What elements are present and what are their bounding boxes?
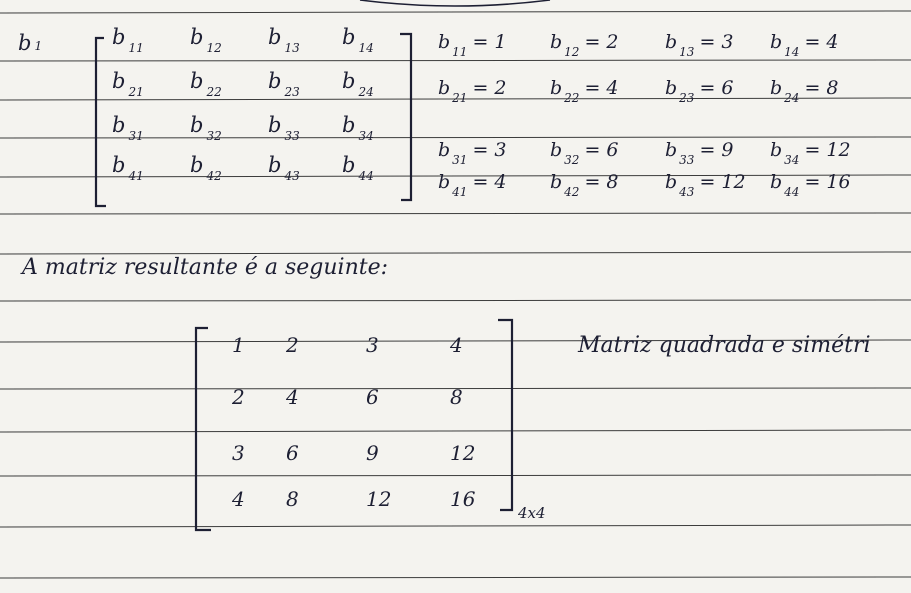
computed-value: b $_{22}$ = 4 <box>550 77 619 105</box>
order-label: 4x4 <box>518 504 546 522</box>
computed-value: b $_{23}$ = 6 <box>665 77 734 105</box>
ruled-line <box>0 213 911 214</box>
general-entry: b $_{13}$ <box>268 25 300 55</box>
ruled-line <box>0 252 911 254</box>
computed-value: b $_{24}$ = 8 <box>770 77 839 105</box>
result-cell: 6 <box>366 385 379 409</box>
computed-value: b $_{14}$ = 4 <box>770 31 839 59</box>
computed-value: b $_{34}$ = 12 <box>770 139 851 167</box>
general-entry: b $_{24}$ <box>342 69 374 99</box>
computed-value: b $_{41}$ = 4 <box>438 171 507 199</box>
result-cell: 1 <box>232 333 245 357</box>
result-cell: 4 <box>232 487 245 511</box>
computed-value: b $_{32}$ = 6 <box>550 139 619 167</box>
result-cell: 2 <box>286 333 299 357</box>
general-entry: b $_{34}$ <box>342 113 374 143</box>
general-entry: b $_{33}$ <box>268 113 300 143</box>
remark: Matriz quadrada e simétri <box>578 333 871 358</box>
result-cell: 9 <box>366 441 379 465</box>
general-entry: b $_{12}$ <box>190 25 222 55</box>
general-entry: b $_{32}$ <box>190 113 222 143</box>
general-entry: b $_{14}$ <box>342 25 374 55</box>
result-cell: 16 <box>450 487 476 511</box>
computed-value: b $_{33}$ = 9 <box>665 139 734 167</box>
ruled-line <box>0 60 911 61</box>
top-edge-curve <box>360 0 550 6</box>
result-matrix <box>231 333 476 511</box>
result-cell: 8 <box>286 487 299 511</box>
general-entry: b $_{31}$ <box>112 113 144 143</box>
general-matrix <box>112 25 374 183</box>
ruled-line <box>0 11 911 13</box>
ruled-line <box>0 525 911 527</box>
computed-value: b $_{31}$ = 3 <box>438 139 507 167</box>
result-cell: 4 <box>286 385 299 409</box>
computed-value: b $_{43}$ = 12 <box>665 171 746 199</box>
computed-value: b $_{12}$ = 2 <box>550 31 619 59</box>
general-entry: b $_{21}$ <box>112 69 144 99</box>
result-cell: 2 <box>232 385 245 409</box>
result-cell: 6 <box>286 441 299 465</box>
result-cell: 3 <box>232 441 245 465</box>
general-entry: b $_{43}$ <box>268 153 300 183</box>
computed-value: b $_{44}$ = 16 <box>770 171 851 199</box>
ruled-line <box>0 577 911 578</box>
general-entry: b $_{42}$ <box>190 153 222 183</box>
matrix-name: b 1 <box>18 31 43 55</box>
computed-value: b $_{11}$ = 1 <box>438 31 507 59</box>
result-cell: 8 <box>450 385 463 409</box>
computed-value: b $_{42}$ = 8 <box>550 171 619 199</box>
result-cell: 4 <box>450 333 463 357</box>
general-entry: b $_{41}$ <box>112 153 144 183</box>
result-cell: 12 <box>450 441 476 465</box>
general-entry: b $_{44}$ <box>342 153 374 183</box>
result-cell: 3 <box>366 333 379 357</box>
result-sentence: A matriz resultante é a seguinte: <box>22 255 389 280</box>
general-entry: b $_{11}$ <box>112 25 144 55</box>
general-entry: b $_{23}$ <box>268 69 300 99</box>
computed-values <box>438 31 851 199</box>
computed-value: b $_{13}$ = 3 <box>665 31 734 59</box>
ruled-line <box>0 430 911 432</box>
computed-value: b $_{21}$ = 2 <box>438 77 507 105</box>
general-entry: b $_{22}$ <box>190 69 222 99</box>
ruled-line <box>0 300 911 301</box>
result-cell: 12 <box>366 487 392 511</box>
ruled-line <box>0 475 911 476</box>
